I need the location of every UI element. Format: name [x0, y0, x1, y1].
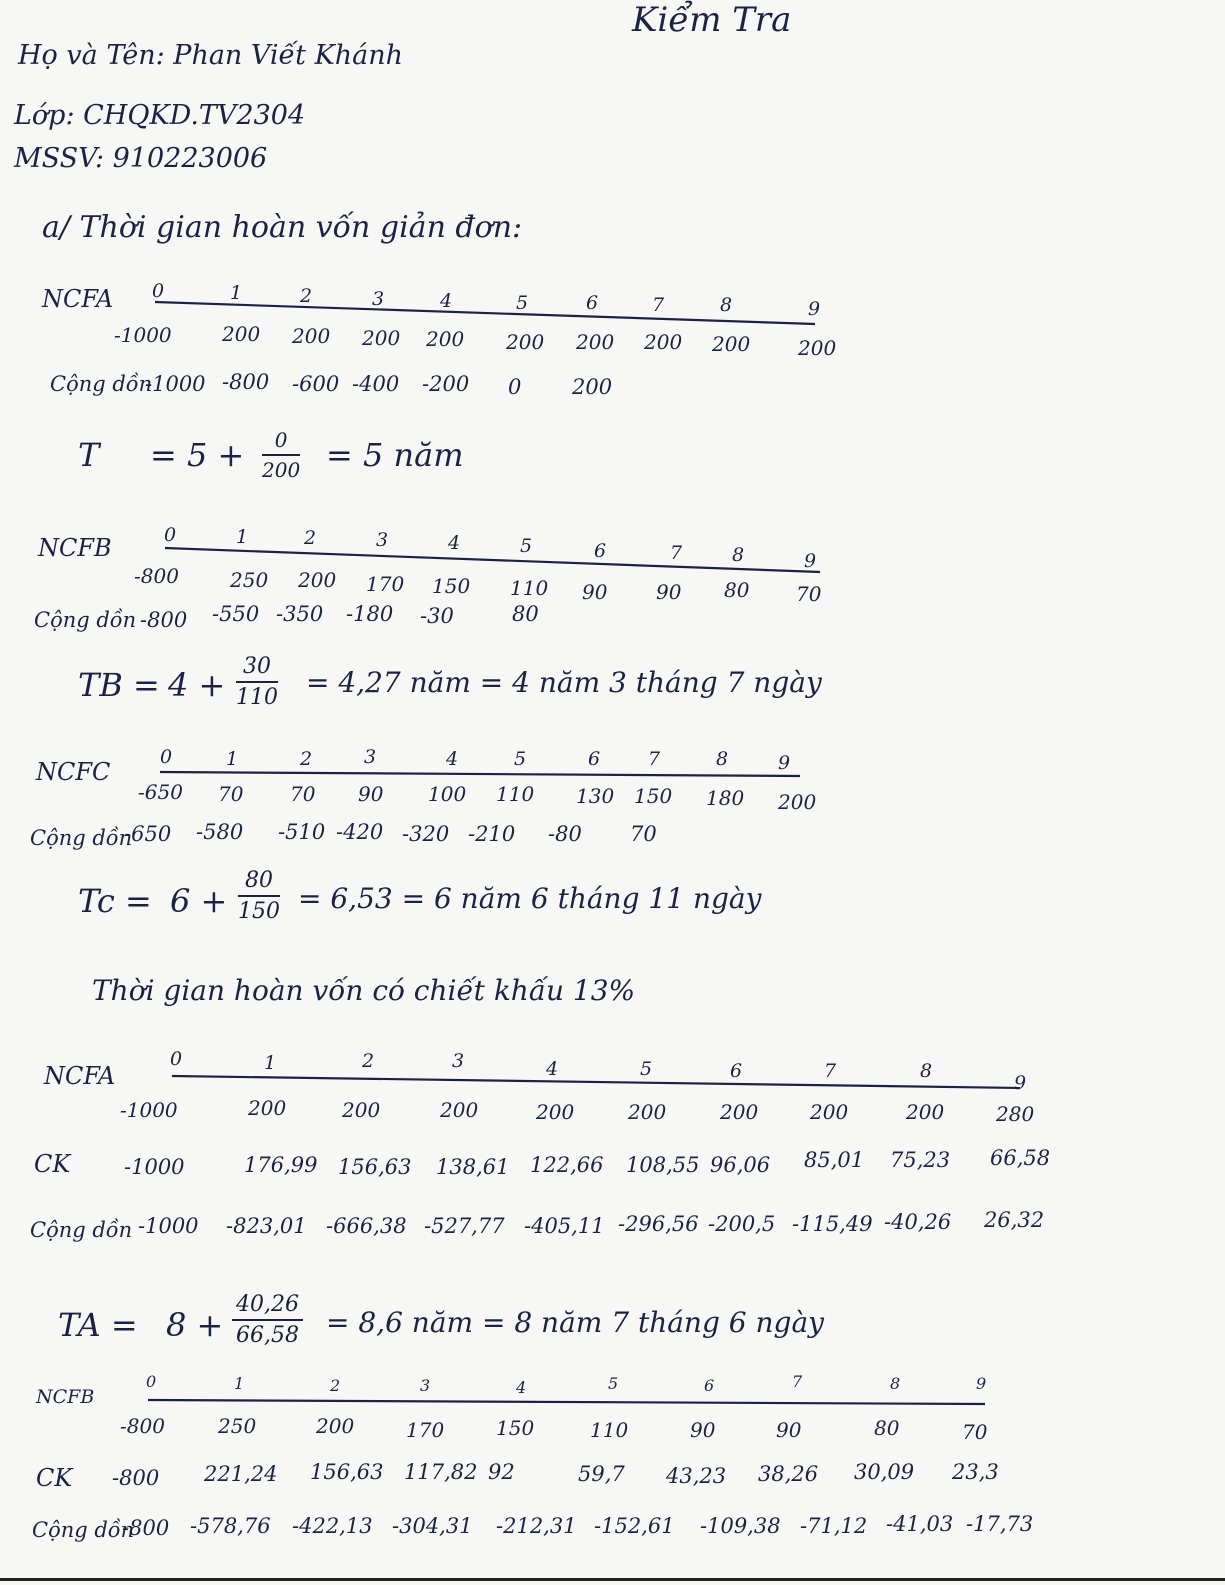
page-bottom-edge	[0, 1578, 1225, 1581]
period-tick: 7	[792, 1372, 803, 1391]
discounted-value: 92	[488, 1460, 515, 1484]
student-id: MSSV: 910223006	[14, 143, 268, 174]
period-tick: 2	[300, 748, 313, 770]
cumulative-value: -41,03	[886, 1512, 954, 1536]
cashflow-value: 250	[230, 568, 269, 592]
period-tick: 7	[670, 542, 683, 564]
formula-fraction	[236, 654, 278, 710]
cumulative-value: -510	[278, 820, 326, 844]
discounted-value: 156,63	[310, 1460, 384, 1484]
cumulative-value: -580	[196, 820, 244, 844]
period-tick: 4	[448, 532, 461, 554]
cashflow-value: 70	[290, 782, 316, 806]
cashflow-value: 200	[720, 1100, 759, 1124]
discounted-value: 176,99	[244, 1153, 318, 1177]
cashflow-value: 200	[536, 1100, 575, 1124]
cashflow-value: 100	[428, 782, 467, 806]
formula-fraction	[238, 868, 280, 924]
label-discounted: CK	[36, 1464, 73, 1492]
cashflow-value: 90	[358, 782, 384, 806]
label-cumulative: Cộng dồn	[30, 826, 133, 850]
cumulative-value: 70	[630, 822, 657, 846]
period-tick: 3	[452, 1050, 465, 1072]
cashflow-value: 200	[506, 330, 545, 354]
formula-result: = 4,27 năm = 4 năm 3 tháng 7 ngày	[306, 666, 822, 699]
cashflow-value: 110	[590, 1418, 629, 1442]
period-tick: 6	[594, 540, 607, 562]
cashflow-value: 110	[510, 576, 549, 600]
cumulative-value: 26,32	[984, 1208, 1045, 1232]
cumulative-value: -320	[402, 822, 450, 846]
discounted-value: 156,63	[338, 1155, 412, 1179]
cashflow-value: 110	[496, 782, 535, 806]
cumulative-value: -200	[422, 372, 470, 396]
formula-operator: 6 +	[170, 882, 228, 920]
section-simple-heading: a/ Thời gian hoàn vốn giản đơn:	[42, 210, 523, 245]
period-tick: 5	[640, 1058, 653, 1080]
label-ncfb: NCFB	[36, 1386, 95, 1408]
cumulative-value: -17,73	[966, 1512, 1034, 1536]
cumulative-value: -578,76	[190, 1514, 271, 1538]
period-tick: 1	[264, 1052, 277, 1074]
formula-result: = 8,6 năm = 8 năm 7 tháng 6 ngày	[326, 1306, 824, 1339]
period-tick: 0	[146, 1372, 157, 1391]
cumulative-value: -115,49	[792, 1212, 873, 1236]
cashflow-value: 200	[298, 568, 337, 592]
cashflow-value: 70	[962, 1420, 988, 1444]
cumulative-value: -304,31	[392, 1514, 473, 1538]
discounted-value: 43,23	[666, 1464, 727, 1488]
cashflow-value: 150	[432, 574, 471, 598]
cumulative-value: -823,01	[226, 1214, 307, 1238]
discounted-value: 138,61	[436, 1155, 510, 1179]
formula-operator: = 5 +	[150, 436, 245, 474]
cumulative-value: 80	[512, 602, 539, 626]
cumulative-value: -650	[124, 822, 172, 846]
cumulative-value: -420	[336, 820, 384, 844]
discounted-value: 66,58	[990, 1146, 1051, 1170]
cashflow-value: 200	[778, 790, 817, 814]
period-tick: 8	[720, 294, 733, 316]
period-tick: 6	[588, 748, 601, 770]
period-tick: 4	[516, 1378, 527, 1397]
cumulative-value: -152,61	[594, 1514, 675, 1538]
formula-fraction	[232, 1292, 303, 1348]
formula-lhs: Tc =	[78, 882, 152, 920]
discounted-value: 59,7	[578, 1462, 625, 1486]
cashflow-value: 150	[634, 784, 673, 808]
cashflow-value: 200	[316, 1414, 355, 1438]
cumulative-value: -550	[212, 602, 260, 626]
period-tick: 8	[732, 544, 745, 566]
formula-result: = 5 năm	[326, 436, 464, 474]
cashflow-value: 200	[248, 1096, 287, 1120]
period-tick: 1	[230, 282, 243, 304]
cashflow-value: 200	[362, 326, 401, 350]
student-class: Lớp: CHQKD.TV2304	[14, 100, 306, 131]
period-tick: 4	[440, 290, 453, 312]
cumulative-value: -1000	[138, 1214, 199, 1238]
cashflow-value: 80	[724, 578, 750, 602]
cashflow-value: 90	[656, 580, 682, 604]
cashflow-value: 200	[810, 1100, 849, 1124]
cashflow-value: 180	[706, 786, 745, 810]
fraction-denominator: 200	[262, 458, 301, 482]
discounted-value: 108,55	[626, 1153, 700, 1177]
period-tick: 5	[516, 292, 529, 314]
label-cumulative: Cộng dồn	[34, 608, 137, 632]
period-tick: 0	[170, 1048, 183, 1070]
period-tick: 7	[648, 748, 661, 770]
period-tick: 1	[234, 1374, 245, 1393]
period-tick: 6	[730, 1060, 743, 1082]
period-tick: 9	[976, 1374, 987, 1393]
cumulative-value: -1000	[145, 372, 206, 396]
cumulative-value: -180	[346, 602, 394, 626]
fraction-denominator: 110	[236, 685, 278, 710]
formula-result: = 6,53 = 6 năm 6 tháng 11 ngày	[298, 882, 762, 915]
cashflow-value: 150	[496, 1416, 535, 1440]
discounted-value: -800	[112, 1466, 160, 1490]
discounted-value: 117,82	[404, 1460, 478, 1484]
cashflow-value: -650	[138, 780, 183, 804]
cashflow-value: 200	[222, 322, 261, 346]
discounted-value: 38,26	[758, 1462, 819, 1486]
fraction-numerator: 30	[236, 654, 278, 683]
formula-lhs: TA =	[58, 1306, 138, 1344]
fraction-numerator: 80	[238, 868, 280, 897]
discounted-value: 75,23	[890, 1148, 951, 1172]
discounted-value: 85,01	[804, 1148, 865, 1172]
period-tick: 6	[704, 1376, 715, 1395]
label-ncfb: NCFB	[38, 534, 112, 562]
timeline-ncfb-discount	[148, 1400, 985, 1404]
cumulative-value: -800	[122, 1516, 170, 1540]
period-tick: 1	[236, 526, 249, 548]
discounted-value: -1000	[124, 1155, 185, 1179]
label-cumulative: Cộng dồn	[50, 372, 153, 396]
period-tick: 8	[920, 1060, 933, 1082]
period-tick: 0	[164, 524, 177, 546]
cashflow-value: 280	[996, 1102, 1035, 1126]
cumulative-value: -405,11	[524, 1214, 605, 1238]
cumulative-value: -40,26	[884, 1210, 952, 1234]
period-tick: 5	[520, 535, 533, 557]
period-tick: 4	[546, 1058, 559, 1080]
label-discounted: CK	[34, 1150, 71, 1178]
formula-lhs: TB =	[78, 666, 160, 704]
fraction-numerator: 0	[262, 428, 300, 456]
cashflow-value: 200	[440, 1098, 479, 1122]
cumulative-value: -296,56	[618, 1212, 699, 1236]
cashflow-value: -1000	[120, 1098, 178, 1122]
formula-operator: 4 +	[168, 666, 226, 704]
cumulative-value: -80	[548, 822, 582, 846]
label-ncfa: NCFA	[44, 1062, 116, 1090]
cashflow-value: 70	[796, 582, 822, 606]
period-tick: 2	[362, 1050, 375, 1072]
student-name: Họ và Tên: Phan Viết Khánh	[18, 40, 404, 71]
cumulative-value: -71,12	[800, 1514, 868, 1538]
cashflow-value: 200	[576, 330, 615, 354]
timeline-ncfc	[160, 772, 800, 776]
cashflow-value: 130	[576, 784, 615, 808]
cumulative-value: -200,5	[708, 1212, 776, 1236]
period-tick: 5	[608, 1374, 619, 1393]
cashflow-value: -800	[120, 1414, 165, 1438]
cashflow-value: 200	[292, 324, 331, 348]
cashflow-value: 80	[874, 1416, 900, 1440]
period-tick: 8	[890, 1374, 901, 1393]
cumulative-value: -800	[140, 608, 188, 632]
cashflow-value: 200	[798, 336, 837, 360]
cumulative-value: -666,38	[326, 1214, 407, 1238]
cashflow-value: 90	[776, 1418, 802, 1442]
fraction-denominator: 66,58	[236, 1323, 299, 1348]
discounted-value: 23,3	[952, 1460, 999, 1484]
cashflow-value: 250	[218, 1414, 257, 1438]
period-tick: 3	[372, 288, 385, 310]
label-cumulative: Cộng dồn	[32, 1518, 135, 1542]
cashflow-value: 200	[644, 330, 683, 354]
timeline-ncfa-discount	[172, 1076, 1020, 1088]
period-tick: 3	[364, 746, 377, 768]
cumulative-value: 200	[572, 375, 613, 399]
formula-operator: 8 +	[166, 1306, 224, 1344]
period-tick: 7	[824, 1060, 837, 1082]
period-tick: 7	[652, 294, 665, 316]
cumulative-value: -527,77	[424, 1214, 505, 1238]
fraction-denominator: 150	[238, 899, 280, 924]
fraction-numerator: 40,26	[232, 1292, 303, 1321]
discounted-value: 122,66	[530, 1153, 604, 1177]
cashflow-value: 200	[426, 327, 465, 351]
cashflow-value: 90	[582, 580, 608, 604]
cumulative-value: -422,13	[292, 1514, 373, 1538]
period-tick: 4	[446, 748, 459, 770]
cashflow-value: 200	[712, 332, 751, 356]
period-tick: 2	[304, 527, 317, 549]
formula-lhs: T	[78, 436, 100, 474]
period-tick: 9	[808, 298, 821, 320]
period-tick: 0	[160, 746, 173, 768]
period-tick: 5	[514, 748, 527, 770]
cashflow-value: -1000	[114, 323, 172, 347]
cashflow-value: 70	[218, 782, 244, 806]
cashflow-value: 200	[342, 1098, 381, 1122]
cumulative-value: -210	[468, 822, 516, 846]
period-tick: 9	[1014, 1072, 1027, 1094]
period-tick: 2	[330, 1376, 341, 1395]
cumulative-value: -109,38	[700, 1514, 781, 1538]
page-title: Kiểm Tra	[632, 0, 792, 40]
cashflow-value: 200	[628, 1100, 667, 1124]
formula-fraction	[262, 428, 300, 482]
cashflow-value: -800	[134, 564, 179, 588]
cumulative-value: 0	[508, 375, 522, 399]
discounted-value: 221,24	[204, 1462, 278, 1486]
timeline-ncfa	[155, 302, 815, 324]
cashflow-value: 200	[906, 1100, 945, 1124]
cumulative-value: -30	[420, 604, 454, 628]
discounted-value: 30,09	[854, 1460, 915, 1484]
cumulative-value: -350	[276, 602, 324, 626]
section-discount-heading: Thời gian hoàn vốn có chiết khấu 13%	[92, 974, 636, 1007]
cumulative-value: -212,31	[496, 1514, 577, 1538]
period-tick: 8	[716, 748, 729, 770]
cumulative-value: -400	[352, 372, 400, 396]
period-tick: 0	[152, 280, 165, 302]
discounted-value: 96,06	[710, 1153, 771, 1177]
cashflow-value: 170	[406, 1418, 445, 1442]
cashflow-value: 170	[366, 572, 405, 596]
label-ncfc: NCFC	[36, 758, 111, 786]
period-tick: 2	[300, 285, 313, 307]
period-tick: 6	[586, 292, 599, 314]
period-tick: 1	[226, 748, 239, 770]
label-cumulative: Cộng dồn	[30, 1218, 133, 1242]
period-tick: 9	[778, 752, 791, 774]
period-tick: 3	[420, 1376, 431, 1395]
period-tick: 9	[804, 550, 817, 572]
cashflow-value: 90	[690, 1418, 716, 1442]
label-ncfa: NCFA	[42, 285, 114, 313]
cumulative-value: -600	[292, 372, 340, 396]
cumulative-value: -800	[222, 370, 270, 394]
period-tick: 3	[376, 529, 389, 551]
